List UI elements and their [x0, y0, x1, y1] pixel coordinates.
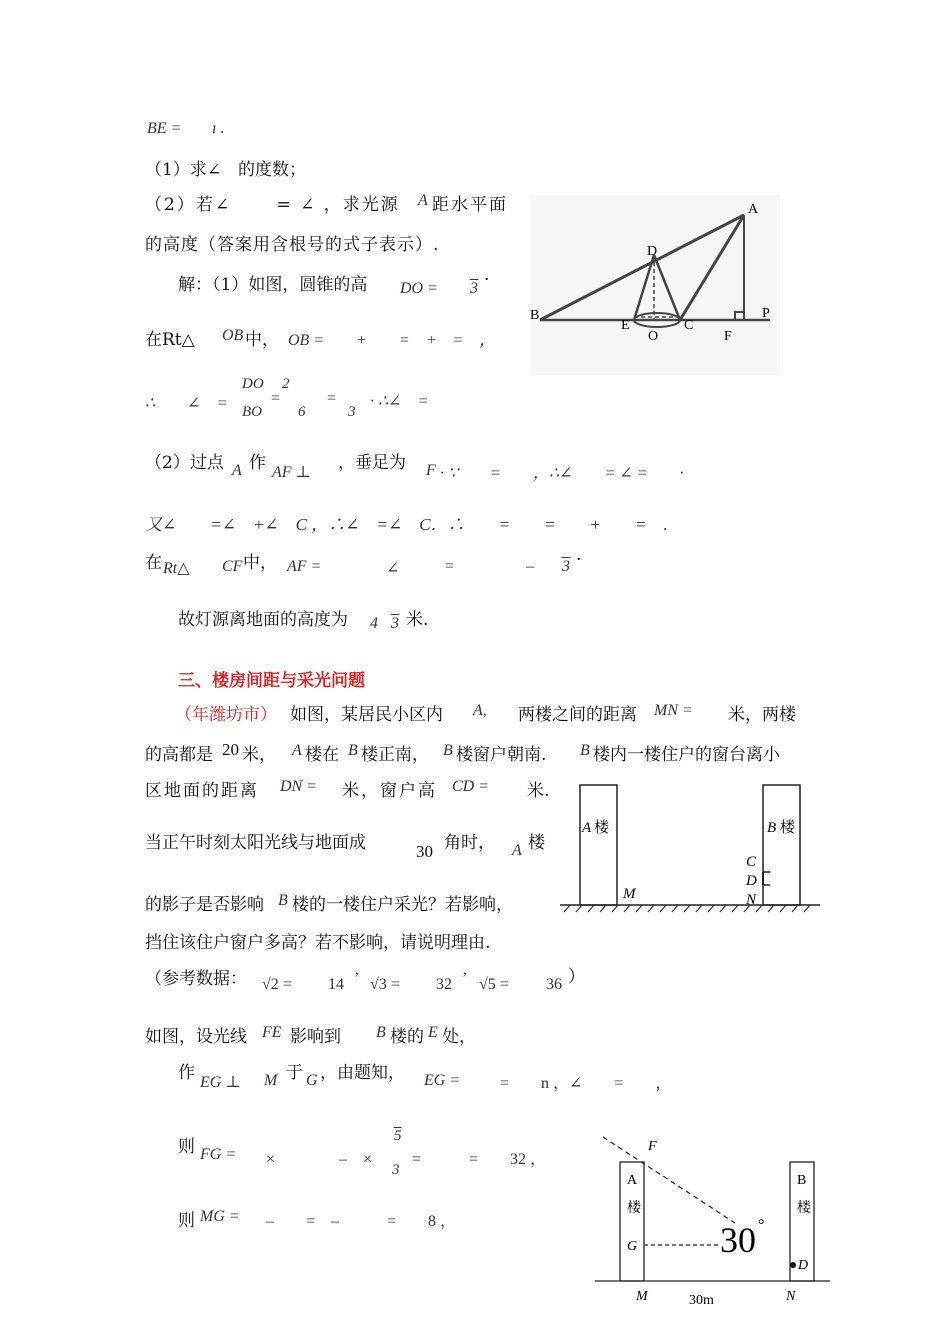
ref-3: √5 = [479, 976, 509, 993]
ans-2-yu: 于 [286, 1063, 303, 1083]
sol-4-af: AF ⊥ [272, 464, 311, 481]
sol-4-lead: （2）过点 [145, 453, 224, 473]
bldg-b-label: B [767, 820, 777, 836]
ref-2: √3 = [370, 976, 400, 993]
ans-1c: 楼的 [390, 1027, 424, 1047]
ans-1d: 处， [442, 1027, 476, 1047]
ans-4-ze: 则 [178, 1211, 195, 1231]
sol-6-minus: – [526, 558, 534, 575]
sol-3-therefore: ∴ ∠ = [145, 395, 228, 412]
label-c: C [746, 854, 757, 870]
p2-b3: B [580, 742, 590, 759]
p2d: 楼正南， [361, 745, 429, 765]
p2b: 米， [242, 745, 276, 765]
p3-cd: CD = [452, 778, 490, 795]
label-d: D [647, 244, 658, 259]
figure-buildings [560, 780, 825, 915]
ref-1-value: 14 [328, 976, 344, 993]
bldg-b-lou: 楼 [780, 820, 796, 836]
p5a: 的影子是否影响 [145, 895, 264, 915]
ans-3-five: 5 [394, 1128, 402, 1144]
ans-3-tail: = = 32 ， [412, 1151, 547, 1168]
p1-a: A, [473, 702, 487, 719]
ans-1-fe: FE [262, 1024, 282, 1041]
p3a: 区地面的距离 [145, 781, 259, 801]
p2-b1: B [348, 742, 358, 759]
question-2-a: A [418, 192, 428, 209]
sol-1-lead: 解：（1）如图，圆锥的高 [178, 275, 368, 295]
figure-1-bg [530, 195, 780, 375]
label-f: F [648, 1139, 657, 1154]
section-heading: 三、楼房间距与采光问题 [178, 671, 365, 691]
be-eq: BE = [147, 120, 182, 137]
p5-b: B [278, 892, 288, 909]
sol-3-den: BO [242, 404, 262, 420]
sol-6-lead: 在 [145, 553, 162, 573]
angle-degree: ° [758, 1217, 765, 1234]
ans-2-rest: = n ，∠ = ， [500, 1075, 672, 1092]
p5b: 楼的一楼住户采光？若影响， [292, 895, 513, 915]
ans-3-three: 3 [392, 1162, 400, 1178]
sol-3-num-vals: 2 [282, 376, 290, 392]
building-b [763, 785, 800, 905]
bldg-a-label: A [582, 820, 592, 836]
ans-4-mg: MG = [200, 1208, 240, 1225]
p4-a: A [512, 842, 522, 859]
sol-6-dot: · [576, 550, 582, 570]
sol-3-three: 3 [348, 404, 356, 420]
label-m: M [623, 886, 636, 902]
sol-6-three: 3 [562, 558, 570, 575]
label-n: N [746, 892, 757, 908]
sol-7-lead: 故灯源离地面的高度为 [178, 610, 348, 630]
sol-6-mid: 中， [243, 553, 277, 573]
p2a: 的高都是 [145, 745, 213, 765]
p1a: 如图，某居民小区内 [290, 705, 443, 725]
p1c: 米，两楼 [728, 705, 796, 725]
p2-a: A [292, 742, 302, 759]
label-d: D [746, 873, 757, 889]
sol-1-dot: · [484, 270, 490, 290]
ans-1b: 影响到 [290, 1027, 341, 1047]
sol-7-four: 4 [370, 615, 378, 632]
sol-1-do: DO = [400, 280, 438, 297]
question-2: （2）若∠ = ∠ ，求光源 [145, 195, 400, 215]
p2f: 楼内一楼住户的窗台离小 [593, 745, 780, 765]
p1-mn: MN = [654, 702, 693, 719]
ans-2-g: G [306, 1072, 318, 1089]
ans-2-m: M [264, 1072, 278, 1089]
ans-3-fg: FG = [200, 1146, 237, 1163]
ans-3-rest: × – × [266, 1151, 373, 1168]
a-label: A [627, 1173, 638, 1188]
figure-cone-light [530, 195, 780, 375]
label-g: G [627, 1239, 638, 1254]
ref-end: ） [568, 967, 585, 987]
question-2-tail: 距水平面 [432, 195, 508, 215]
problem-source: （年潍坊市） [175, 705, 277, 725]
building-a [580, 785, 617, 905]
ref-2-value: 32 [436, 976, 452, 993]
p4-30: 30 [416, 842, 433, 861]
question-1: （1）求∠ 的度数； [145, 160, 307, 180]
ans-1-e: E [428, 1024, 438, 1041]
sol-2-eq: OB = + = + = ， [288, 332, 496, 349]
sol-3-eq2: = [326, 390, 337, 407]
sol-5: 又∠ =∠ +∠ C ，∴∠ =∠ C．∴ = = + = . [145, 515, 668, 534]
p4a: 当正午时刻太阳光线与地面成 [145, 833, 366, 853]
a-lou: 楼 [627, 1201, 641, 1216]
sol-7-three: 3 [391, 615, 399, 632]
p4b: 角时， [444, 833, 495, 853]
ref-lead: （参考数据： [145, 969, 247, 989]
ground-hatching [564, 905, 810, 912]
p2-b2: B [443, 742, 453, 759]
point-d [790, 1262, 796, 1268]
sol-7-tail: 米. [406, 610, 429, 630]
sol-6-angle: ∠ [386, 560, 400, 577]
label-e: E [621, 318, 630, 333]
label-p: P [762, 306, 770, 321]
sol-4-zuo: 作 [249, 453, 266, 473]
sun-ray [603, 1137, 735, 1223]
sol-1-root: 3 [470, 280, 478, 297]
ref-sep-1: ’ [354, 970, 360, 987]
sol-6-af: AF = [287, 558, 322, 575]
sol-3-six: 6 [298, 404, 306, 420]
p4c: 楼 [528, 833, 545, 853]
ans-2-eg: EG ⊥ [200, 1074, 241, 1091]
ref-3-value: 36 [546, 976, 562, 993]
label-c: C [684, 318, 694, 333]
label-o: O [648, 329, 659, 344]
sol-6-eq: = [444, 558, 455, 575]
ref-sep-2: ’ [462, 970, 468, 987]
p3-dn: DN = [280, 778, 318, 795]
sol-3-eq1: = [270, 390, 281, 407]
sol-4-f: F [426, 462, 436, 479]
b-label: B [797, 1173, 807, 1188]
p3c: 米. [527, 781, 550, 801]
p2e: 楼窗户朝南. [456, 745, 547, 765]
sol-3-tail: · ∴∠ = [370, 393, 429, 410]
sol-2-ob: OB [222, 327, 244, 344]
ans-3-ze: 则 [178, 1137, 195, 1157]
ans-1a: 如图，设光线 [145, 1027, 247, 1047]
question-2-line2: 的高度（答案用含根号的式子表示）. [145, 235, 440, 255]
sol-2-mid: 中， [245, 330, 279, 350]
sol-6-rt: Rt△ [163, 560, 190, 577]
label-f: F [724, 329, 732, 344]
label-d: D [798, 1258, 809, 1273]
ans-4-rest: – = – = 8 ， [266, 1213, 457, 1230]
p3b: 米，窗户高 [342, 781, 437, 801]
p6: 挡住该住户窗户多高？若不影响，请说明理由. [145, 933, 491, 953]
sol-2-lead: 在Rt△ [145, 330, 195, 350]
distance-30m: 30m [689, 1293, 714, 1308]
angle-30: 30 [720, 1220, 756, 1260]
sol-4-a: A [232, 462, 242, 479]
label-m: M [636, 1289, 648, 1304]
bldg-a-lou: 楼 [594, 820, 610, 836]
sol-4-tail: · ∵ = ，∴∠ = ∠ = · [440, 465, 684, 482]
label-a: A [748, 202, 759, 217]
label-b: B [530, 308, 540, 323]
ans-2-eg2: EG = [424, 1072, 461, 1089]
ans-1-b: B [376, 1024, 386, 1041]
be-tail: ı . [212, 120, 225, 137]
figure-shadow [590, 1130, 835, 1310]
sol-6-cf: CF [222, 558, 243, 575]
b-lou: 楼 [797, 1201, 811, 1216]
sol-4-foot: ，垂足为 [338, 453, 406, 473]
label-n: N [786, 1289, 796, 1304]
sol-3-num: DO [242, 376, 264, 392]
ans-2-mid: ，由题知， [320, 1063, 405, 1083]
ref-1: √2 = [262, 976, 292, 993]
p1b: 两楼之间的距离 [518, 705, 637, 725]
p2c: 楼在 [305, 745, 339, 765]
p2-20: 20 [222, 740, 239, 759]
ans-2-zuo: 作 [178, 1063, 195, 1083]
